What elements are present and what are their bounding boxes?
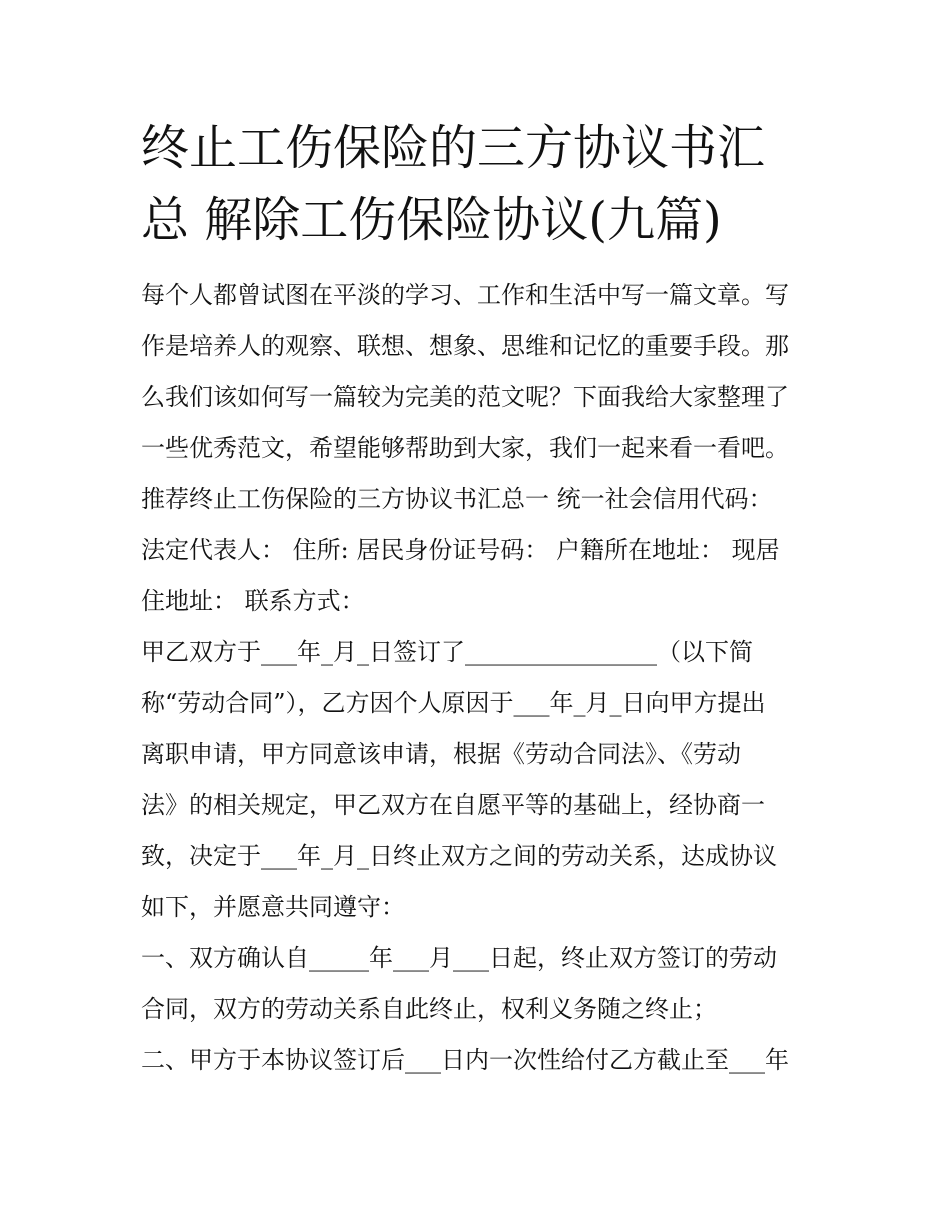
text-line: 离职申请，甲方同意该申请，根据《劳动合同法》、《劳动 bbox=[141, 740, 741, 768]
document-title bbox=[141, 112, 813, 256]
text-line: 致，决定于___年_月_日终止双方之间的劳动关系，达成协议 bbox=[141, 842, 777, 870]
text-line: 甲乙双方于___年_月_日签订了________________（以下简 bbox=[141, 638, 753, 666]
text-line: 么我们该如何写一篇较为完美的范文呢？下面我给大家整理了 bbox=[141, 383, 789, 411]
text-line: 称“劳动合同”），乙方因个人原因于___年_月_日向甲方提出 bbox=[141, 689, 766, 717]
text-line: 作是培养人的观察、联想、想象、思维和记忆的重要手段。那 bbox=[141, 332, 789, 360]
text-line: 住地址： 联系方式： bbox=[141, 587, 365, 615]
document-body bbox=[141, 270, 813, 1086]
text-line: 推荐终止工伤保险的三方协议书汇总一 统一社会信用代码： bbox=[141, 485, 773, 513]
text-line: 法定代表人： 住所: 居民身份证号码： 户籍所在地址： 现居 bbox=[141, 536, 780, 564]
title-line: 总 解除工伤保险协议(九篇) bbox=[141, 192, 722, 248]
text-line: 法》的相关规定，甲乙双方在自愿平等的基础上，经协商一 bbox=[141, 791, 765, 819]
text-line: 合同，双方的劳动关系自此终止，权利义务随之终止； bbox=[141, 995, 717, 1023]
text-line: 二、甲方于本协议签订后___日内一次性给付乙方截止至___年 bbox=[141, 1046, 789, 1074]
text-line: 一些优秀范文，希望能够帮助到大家，我们一起来看一看吧。 bbox=[141, 434, 789, 462]
text-line: 每个人都曾试图在平淡的学习、工作和生活中写一篇文章。写 bbox=[141, 281, 789, 309]
text-line: 如下，并愿意共同遵守： bbox=[141, 893, 405, 921]
title-line: 终止工伤保险的三方协议书汇 bbox=[141, 120, 766, 176]
document-content bbox=[141, 112, 813, 1086]
text-line: 一、双方确认自_____年___月___日起，终止双方签订的劳动 bbox=[141, 944, 777, 972]
